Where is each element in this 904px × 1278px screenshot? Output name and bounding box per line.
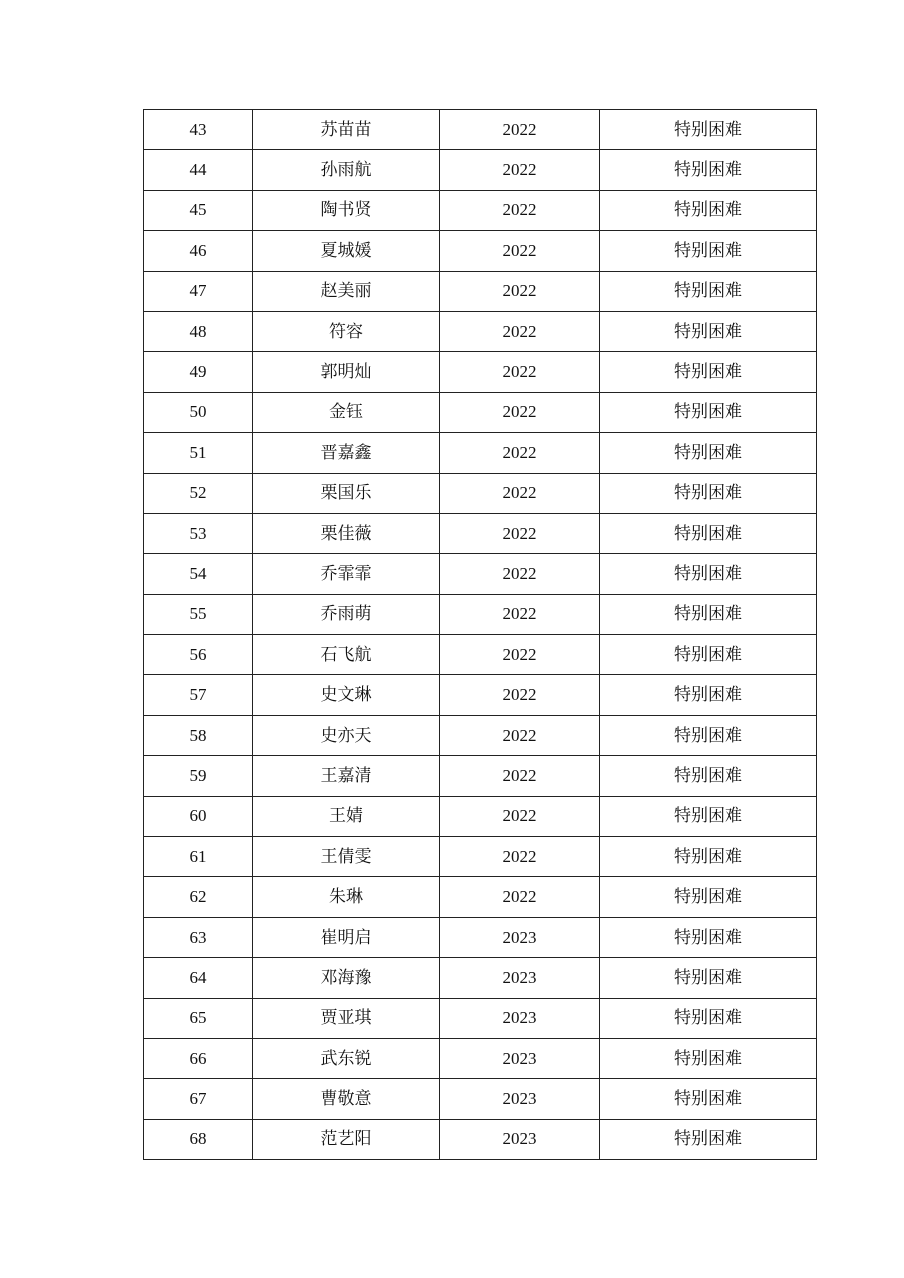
cell-year: 2022 [440, 877, 600, 917]
cell-name: 晋嘉鑫 [253, 433, 440, 473]
cell-difficulty-level: 特别困难 [600, 554, 817, 594]
cell-number: 58 [144, 715, 253, 755]
cell-difficulty-level: 特别困难 [600, 473, 817, 513]
cell-name: 郭明灿 [253, 352, 440, 392]
table-row [144, 837, 817, 877]
cell-number: 53 [144, 513, 253, 553]
cell-year: 2022 [440, 433, 600, 473]
cell-number: 64 [144, 958, 253, 998]
cell-number: 52 [144, 473, 253, 513]
cell-name: 史亦天 [253, 715, 440, 755]
cell-difficulty-level: 特别困难 [600, 1079, 817, 1119]
cell-difficulty-level: 特别困难 [600, 917, 817, 957]
table-body [144, 110, 817, 1160]
cell-year: 2023 [440, 1038, 600, 1078]
table-row [144, 998, 817, 1038]
cell-number: 62 [144, 877, 253, 917]
table-row [144, 473, 817, 513]
cell-year: 2022 [440, 635, 600, 675]
cell-name: 陶书贤 [253, 190, 440, 230]
cell-number: 46 [144, 231, 253, 271]
table-row [144, 796, 817, 836]
cell-number: 49 [144, 352, 253, 392]
cell-difficulty-level: 特别困难 [600, 110, 817, 150]
cell-number: 43 [144, 110, 253, 150]
cell-name: 夏城媛 [253, 231, 440, 271]
cell-year: 2023 [440, 958, 600, 998]
cell-year: 2023 [440, 917, 600, 957]
cell-number: 47 [144, 271, 253, 311]
table-row [144, 877, 817, 917]
cell-difficulty-level: 特别困难 [600, 352, 817, 392]
cell-name: 王倩雯 [253, 837, 440, 877]
student-list-table [143, 109, 817, 1160]
cell-difficulty-level: 特别困难 [600, 796, 817, 836]
cell-difficulty-level: 特别困难 [600, 150, 817, 190]
cell-name: 栗国乐 [253, 473, 440, 513]
cell-name: 贾亚琪 [253, 998, 440, 1038]
cell-number: 67 [144, 1079, 253, 1119]
cell-year: 2022 [440, 150, 600, 190]
cell-number: 48 [144, 311, 253, 351]
table-row [144, 433, 817, 473]
table-row [144, 1038, 817, 1078]
cell-number: 59 [144, 756, 253, 796]
table-row [144, 594, 817, 634]
cell-year: 2022 [440, 796, 600, 836]
cell-year: 2022 [440, 352, 600, 392]
table-row [144, 110, 817, 150]
cell-name: 孙雨航 [253, 150, 440, 190]
cell-number: 63 [144, 917, 253, 957]
cell-difficulty-level: 特别困难 [600, 271, 817, 311]
cell-difficulty-level: 特别困难 [600, 756, 817, 796]
cell-difficulty-level: 特别困难 [600, 392, 817, 432]
cell-difficulty-level: 特别困难 [600, 635, 817, 675]
cell-year: 2022 [440, 190, 600, 230]
table-row [144, 1079, 817, 1119]
cell-difficulty-level: 特别困难 [600, 594, 817, 634]
cell-name: 崔明启 [253, 917, 440, 957]
table-row [144, 392, 817, 432]
cell-year: 2023 [440, 1119, 600, 1159]
cell-number: 51 [144, 433, 253, 473]
cell-number: 68 [144, 1119, 253, 1159]
table-row [144, 311, 817, 351]
table-row [144, 635, 817, 675]
table-row [144, 513, 817, 553]
cell-difficulty-level: 特别困难 [600, 998, 817, 1038]
cell-name: 金钰 [253, 392, 440, 432]
cell-name: 乔霏霏 [253, 554, 440, 594]
cell-difficulty-level: 特别困难 [600, 958, 817, 998]
cell-difficulty-level: 特别困难 [600, 1119, 817, 1159]
cell-name: 栗佳薇 [253, 513, 440, 553]
table-row [144, 917, 817, 957]
cell-year: 2022 [440, 837, 600, 877]
cell-name: 符容 [253, 311, 440, 351]
cell-number: 57 [144, 675, 253, 715]
cell-difficulty-level: 特别困难 [600, 675, 817, 715]
cell-number: 54 [144, 554, 253, 594]
cell-number: 44 [144, 150, 253, 190]
cell-name: 乔雨萌 [253, 594, 440, 634]
cell-number: 66 [144, 1038, 253, 1078]
cell-difficulty-level: 特别困难 [600, 433, 817, 473]
cell-number: 61 [144, 837, 253, 877]
cell-name: 邓海豫 [253, 958, 440, 998]
table-row [144, 554, 817, 594]
cell-name: 王婧 [253, 796, 440, 836]
cell-difficulty-level: 特别困难 [600, 311, 817, 351]
cell-name: 石飞航 [253, 635, 440, 675]
cell-number: 65 [144, 998, 253, 1038]
cell-difficulty-level: 特别困难 [600, 877, 817, 917]
cell-name: 朱琳 [253, 877, 440, 917]
cell-difficulty-level: 特别困难 [600, 513, 817, 553]
cell-number: 45 [144, 190, 253, 230]
cell-number: 50 [144, 392, 253, 432]
cell-year: 2022 [440, 715, 600, 755]
cell-year: 2022 [440, 554, 600, 594]
table-row [144, 958, 817, 998]
cell-difficulty-level: 特别困难 [600, 1038, 817, 1078]
cell-number: 60 [144, 796, 253, 836]
cell-year: 2022 [440, 513, 600, 553]
cell-year: 2022 [440, 392, 600, 432]
cell-year: 2022 [440, 756, 600, 796]
table-row [144, 190, 817, 230]
table-row [144, 352, 817, 392]
cell-difficulty-level: 特别困难 [600, 190, 817, 230]
table-row [144, 675, 817, 715]
cell-year: 2022 [440, 473, 600, 513]
cell-name: 王嘉清 [253, 756, 440, 796]
cell-year: 2022 [440, 231, 600, 271]
table-row [144, 150, 817, 190]
cell-year: 2023 [440, 1079, 600, 1119]
cell-year: 2022 [440, 110, 600, 150]
table-row [144, 715, 817, 755]
cell-name: 武东锐 [253, 1038, 440, 1078]
cell-difficulty-level: 特别困难 [600, 715, 817, 755]
cell-year: 2022 [440, 675, 600, 715]
cell-name: 赵美丽 [253, 271, 440, 311]
cell-name: 范艺阳 [253, 1119, 440, 1159]
cell-year: 2022 [440, 271, 600, 311]
cell-number: 55 [144, 594, 253, 634]
cell-name: 曹敬意 [253, 1079, 440, 1119]
cell-year: 2022 [440, 594, 600, 634]
cell-year: 2023 [440, 998, 600, 1038]
table-row [144, 271, 817, 311]
cell-name: 史文琳 [253, 675, 440, 715]
table-row [144, 231, 817, 271]
table-row [144, 1119, 817, 1159]
cell-year: 2022 [440, 311, 600, 351]
cell-difficulty-level: 特别困难 [600, 231, 817, 271]
cell-name: 苏苗苗 [253, 110, 440, 150]
cell-difficulty-level: 特别困难 [600, 837, 817, 877]
cell-number: 56 [144, 635, 253, 675]
table-row [144, 756, 817, 796]
